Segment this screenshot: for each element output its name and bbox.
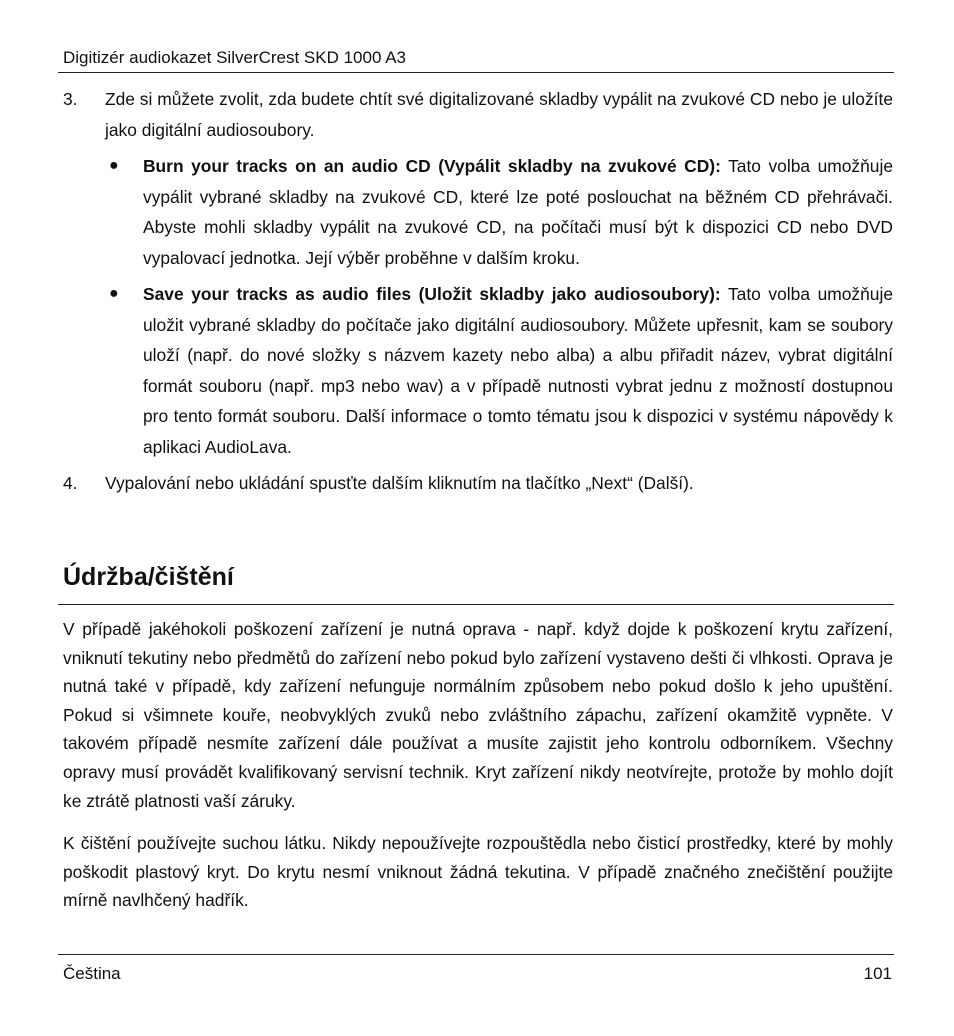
paragraph-repair: V případě jakéhokoli poškození zařízení je nutná oprava - např. když dojde k poškození krytu zařízení, vniknutí tekutiny nebo předmětů do zařízení nebo pokud bylo zařízení vystaveno dešti či vlhkosti. Oprava je nutná také v případě, kdy zařízení nefunguje normálním způsobem nebo pokud došlo k jeho upuštění. Pokud si všimnete kouře, neobvyklých zvuků nebo zvláštního zápachu, zařízení okamžitě vypněte. V takovém případě nesmíte zařízení dále používat a musíte zajistit jeho kontrolu odborníkem. Všechny opravy musí provádět kvalifikovaný servisní technik. Kryt zařízení nikdy neotvírejte, protože by mohlo dojít ke ztrátě platnosti vaší záruky. [63, 619, 893, 811]
header-divider [58, 72, 894, 73]
bullet-label: Burn your tracks on an audio CD (Vypálit skladby na zvukové CD): [143, 156, 721, 176]
step-number: 3. [63, 89, 78, 109]
bullet-save-files [63, 279, 893, 462]
section-divider [58, 604, 894, 605]
step-text: Vypalování nebo ukládání spusťte dalším kliknutím na tlačítko „Next“ (Další). [105, 473, 694, 493]
step-4 [63, 468, 893, 499]
footer-language: Čeština [63, 964, 121, 983]
bullet-label: Save your tracks as audio files (Uložit skladby jako audiosoubory): [143, 284, 721, 304]
step-3 [63, 84, 893, 145]
running-header: Digitizér audiokazet SilverCrest SKD 1000 A3 [63, 48, 406, 67]
bullet-burn-cd [63, 151, 893, 273]
section-title: Údržba/čištění [63, 563, 234, 591]
bullet-dot-icon: ● [109, 157, 119, 174]
step-text: Zde si můžete zvolit, zda budete chtít své digitalizované skladby vypálit na zvukové CD nebo je uložíte jako digitální audiosoubory. [105, 89, 893, 140]
instruction-list [63, 84, 893, 499]
bullet-text: Tato volba umožňuje vypálit vybrané skladby na zvukové CD, které lze poté poslouchat na běžném CD přehrávači. Abyste mohli skladby vypálit na zvukové CD, na počítači musí být k dispozici CD nebo DVD vypalovací jednotka. Její výběr proběhne v dalším kroku. [143, 156, 893, 268]
bullet-dot-icon: ● [109, 285, 119, 302]
section-body [63, 615, 893, 929]
page-number: 101 [863, 964, 892, 983]
paragraph-cleaning: K čištění používejte suchou látku. Nikdy nepoužívejte rozpouštědla nebo čisticí prostředky, které by mohly poškodit plastový kryt. Do krytu nesmí vniknout žádná tekutina. V případě značného znečištění použijte mírně navlhčený hadřík. [63, 833, 893, 911]
step-number: 4. [63, 473, 78, 493]
bullet-text: Tato volba umožňuje uložit vybrané skladby do počítače jako digitální audiosoubory. Můžete upřesnit, kam se soubory uloží (např. do nové složky s názvem kazety nebo alba) a albu přiřadit název, vybrat digitální formát souboru (např. mp3 nebo wav) a v případě nutnosti vybrat jednu z možností dostupnou pro tento formát souboru. Další informace o tomto tématu jsou k dispozici v systému nápovědy k aplikaci AudioLava. [143, 284, 893, 457]
footer-divider [58, 954, 894, 955]
